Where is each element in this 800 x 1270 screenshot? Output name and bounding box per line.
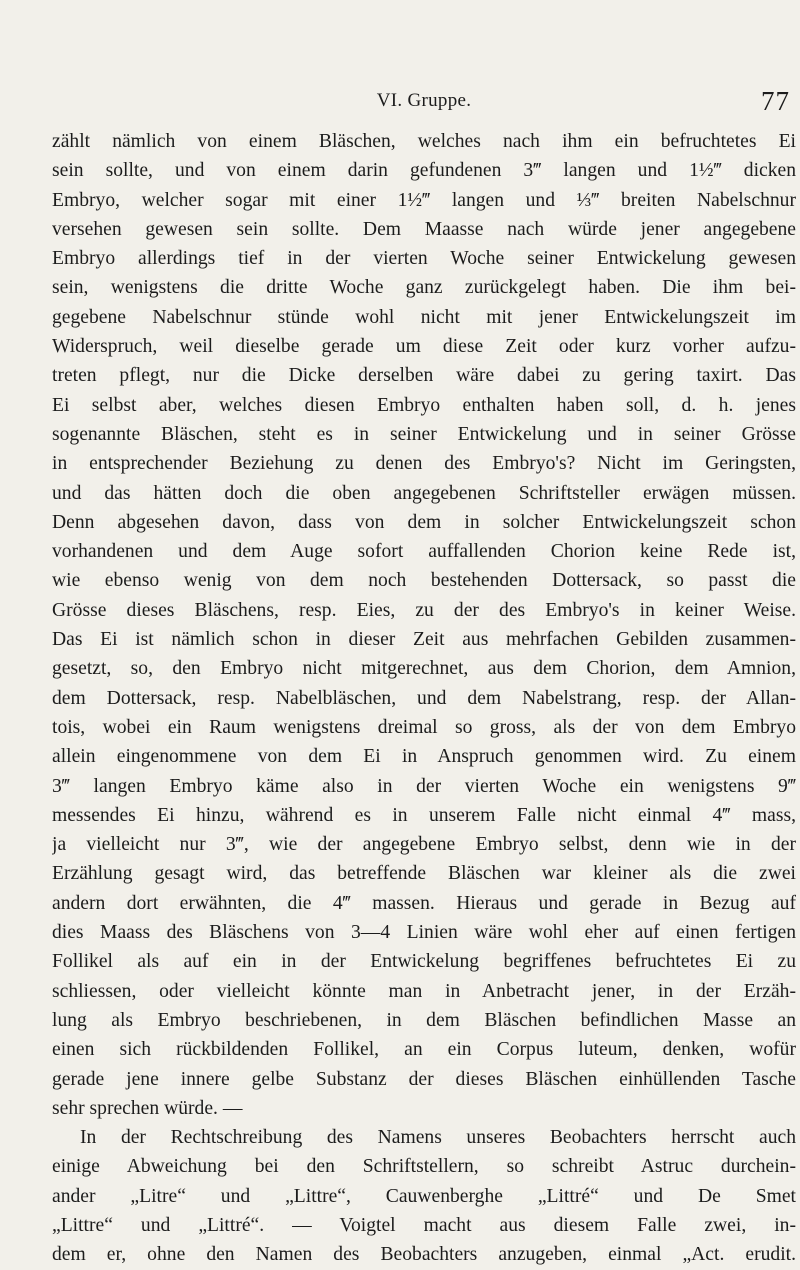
text-line: schliessen, oder vielleicht könnte man in Anbetracht jener, in der Erzäh- xyxy=(52,980,796,1002)
text-line: Follikel als auf ein in der Entwickelung begriffenes befruchtetes Ei zu xyxy=(52,951,796,973)
text-line: einen sich rückbildenden Follikel, an ein Corpus luteum, denken, wofür xyxy=(52,1039,796,1061)
text-line: 3‴ langen Embryo käme also in der vierten Woche ein wenigstens 9‴ xyxy=(52,775,796,797)
text-line: dem Dottersack, resp. Nabelbläschen, und dem Nabelstrang, resp. der Allan- xyxy=(52,687,796,709)
text-line: sehr sprechen würde. — xyxy=(52,1097,243,1119)
text-line: versehen gewesen sein sollte. Dem Maasse nach würde jener angegebene xyxy=(52,218,796,240)
running-header xyxy=(52,88,796,118)
text-line: dem er, ohne den Namen des Beobachters anzugeben, einmal „Act. erudit. xyxy=(52,1244,796,1266)
text-line: ander „Litre“ und „Littre“, Cauwenberghe „Littré“ und De Smet xyxy=(52,1185,796,1207)
text-line: sein sollte, und von einem darin gefundenen 3‴ langen und 1½‴ dicken xyxy=(52,160,796,182)
text-line: Grösse dieses Bläschens, resp. Eies, zu der des Embryo's in keiner Weise. xyxy=(52,599,796,621)
text-line: Embryo allerdings tief in der vierten Woche seiner Entwickelung gewesen xyxy=(52,248,796,270)
body-text xyxy=(52,127,796,1270)
text-line: Embryo, welcher sogar mit einer 1½‴ langen und ⅓‴ breiten Nabelschnur xyxy=(52,189,796,211)
text-line: allein eingenommene von dem Ei in Anspruch genommen wird. Zu einem xyxy=(52,746,796,768)
text-line: „Littre“ und „Littré“. — Voigtel macht aus diesem Falle zwei, in- xyxy=(52,1214,796,1236)
text-line: einige Abweichung bei den Schriftstellern, so schreibt Astruc durchein- xyxy=(52,1156,796,1178)
text-line: gesetzt, so, den Embryo nicht mitgerechnet, aus dem Chorion, dem Amnion, xyxy=(52,658,796,680)
text-line: in entsprechender Beziehung zu denen des Embryo's? Nicht im Geringsten, xyxy=(52,453,796,475)
text-line: ja vielleicht nur 3‴, wie der angegebene Embryo selbst, denn wie in der xyxy=(52,834,796,856)
text-line: lung als Embryo beschriebenen, in dem Bläschen befindlichen Masse an xyxy=(52,1009,796,1031)
text-line: Denn abgesehen davon, dass von dem in solcher Entwickelungszeit schon xyxy=(52,511,796,533)
text-line: gegebene Nabelschnur stünde wohl nicht mit jener Entwickelungszeit im xyxy=(52,306,796,328)
text-line: wie ebenso wenig von dem noch bestehenden Dottersack, so passt die xyxy=(52,570,796,592)
text-line: zählt nämlich von einem Bläschen, welches nach ihm ein befruchtetes Ei xyxy=(52,131,796,152)
text-line: In der Rechtschreibung des Namens unseres Beobachters herrscht auch xyxy=(80,1127,796,1149)
text-line: Ei selbst aber, welches diesen Embryo enthalten haben soll, d. h. jenes xyxy=(52,394,796,416)
section-title: VI. Gruppe. xyxy=(376,90,472,111)
text-line: Das Ei ist nämlich schon in dieser Zeit aus mehrfachen Gebilden zusammen- xyxy=(52,629,796,651)
text-line: gerade jene innere gelbe Substanz der dieses Bläschen einhüllenden Tasche xyxy=(52,1068,796,1090)
text-line: Widerspruch, weil dieselbe gerade um diese Zeit oder kurz vorher aufzu- xyxy=(52,336,796,358)
text-line: Erzählung gesagt wird, das betreffende Bläschen war kleiner als die zwei xyxy=(52,863,796,885)
text-line: tois, wobei ein Raum wenigstens dreimal so gross, als der von dem Embryo xyxy=(52,716,796,738)
text-line: vorhandenen und dem Auge sofort auffallenden Chorion keine Rede ist, xyxy=(52,541,796,563)
text-line: dies Maass des Bläschens von 3—4 Linien wäre wohl eher auf einen fertigen xyxy=(52,922,796,944)
text-line: und das hätten doch die oben angegebenen Schriftsteller erwägen müssen. xyxy=(52,482,796,504)
text-line: sogenannte Bläschen, steht es in seiner Entwickelung und in seiner Grösse xyxy=(52,423,796,445)
text-line: messendes Ei hinzu, während es in unserem Falle nicht einmal 4‴ mass, xyxy=(52,804,796,826)
page-number: 77 xyxy=(761,86,790,116)
text-line: andern dort erwähnten, die 4‴ massen. Hieraus und gerade in Bezug auf xyxy=(52,892,796,914)
text-line: sein, wenigstens die dritte Woche ganz zurückgelegt haben. Die ihm bei- xyxy=(52,277,796,299)
text-line: treten pflegt, nur die Dicke derselben wäre dabei zu gering taxirt. Das xyxy=(52,365,796,387)
